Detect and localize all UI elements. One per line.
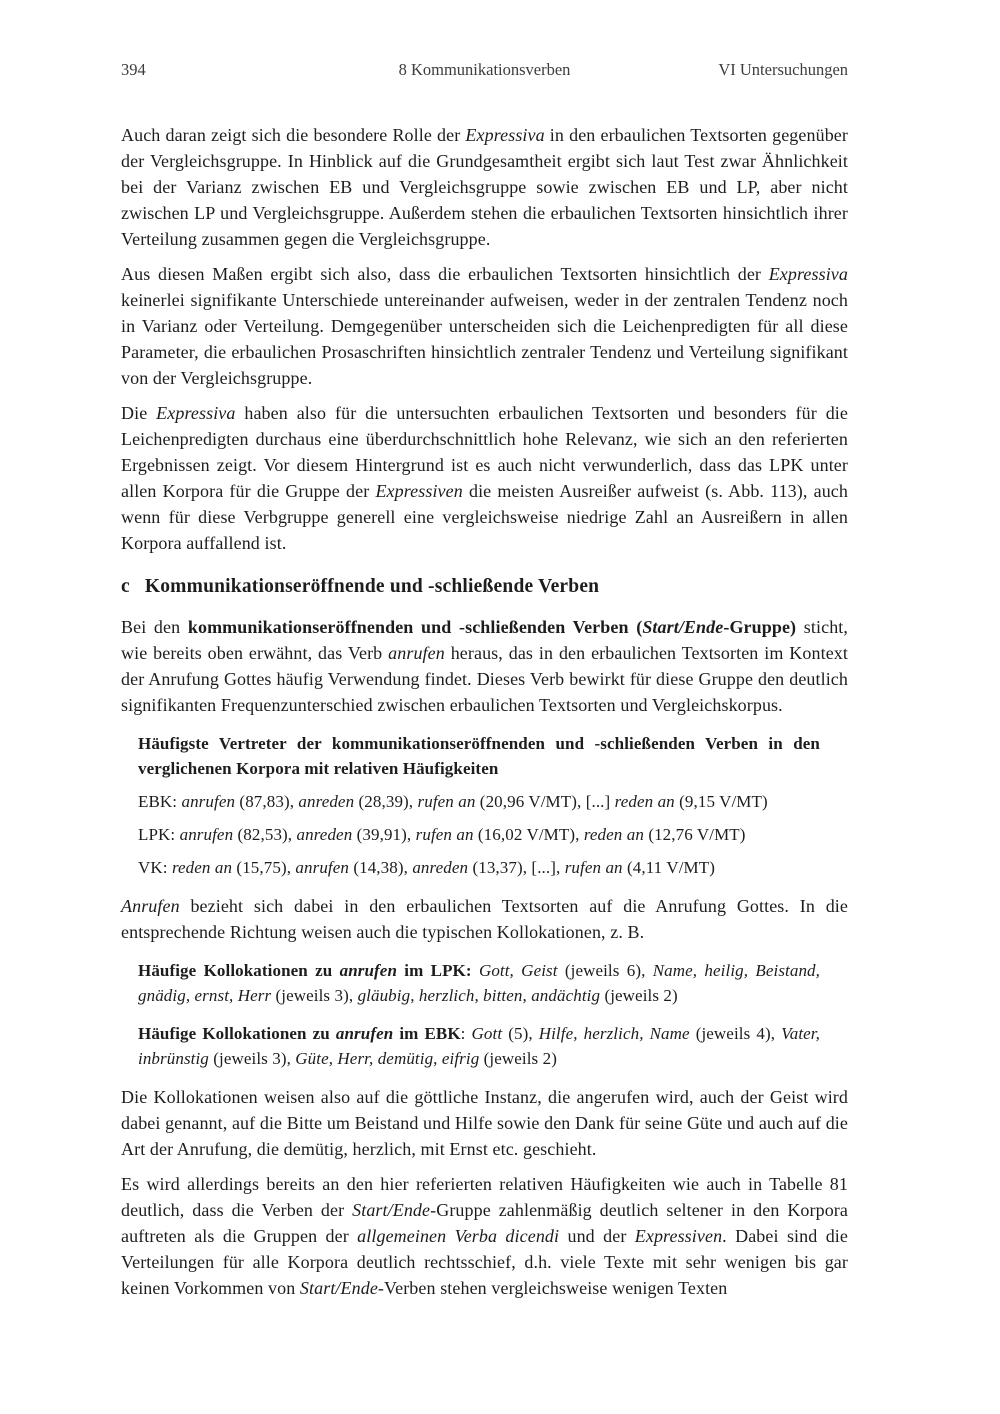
- text-run: VK:: [138, 858, 172, 877]
- section-heading: [121, 575, 848, 599]
- text-run: Güte, Herr, demütig, eifrig: [295, 1049, 480, 1068]
- text-run: Expressiva: [465, 125, 545, 145]
- text-run: Expressiva: [768, 264, 848, 284]
- text-run: anrufen: [388, 643, 445, 663]
- text-run: (82,53),: [233, 825, 297, 844]
- text-run: Die Kollokationen weisen also auf die göttliche Instanz, die angerufen wird, auch der Geist wird dabei genannt, auf die Bitte um Beistand und Hilfe sowie den Dank für seine Güte und auch auf die Art der Anrufung, die demütig, herzlich, mit Ernst etc. geschieht.: [121, 1087, 848, 1159]
- text-run: reden an: [614, 792, 675, 811]
- text-run: anrufen: [179, 825, 234, 844]
- text-run: . Dabei sind die Verteilungen für alle Korpora deutlich rechtsschief, d.h. viele Texte mit sehr wenigen bis gar keinen Vorkommen von: [121, 1226, 848, 1298]
- text-run: und der: [559, 1226, 635, 1246]
- text-run: EBK:: [138, 792, 182, 811]
- text-run: Anrufen: [121, 896, 180, 916]
- text-run: Start/Ende: [352, 1200, 431, 1220]
- paragraph-masse-ergebnis: [121, 261, 848, 391]
- text-run: Häufigste Vertreter der kommunikationseröffnenden und -schließenden Verben in den verglichenen Korpora mit relativen Häufigkeiten: [138, 734, 820, 778]
- text-run: Start/Ende: [299, 1278, 378, 1298]
- text-run: (14,38),: [349, 858, 413, 877]
- text-run: rufen an: [417, 792, 476, 811]
- text-run: -Gruppe zahlenmäßig deutlich seltener in den Korpora auftreten als die Gruppen der: [121, 1200, 848, 1246]
- example-entry-ebk: [138, 789, 820, 814]
- kollokationen-lpk-text: [138, 958, 820, 1008]
- text-run: (20,96 V/MT), [...]: [475, 792, 615, 811]
- running-part-title: VI Untersuchungen: [718, 60, 849, 79]
- text-run: anrufen: [335, 1024, 394, 1043]
- text-run: Häufige Kollokationen zu: [138, 1024, 336, 1043]
- text-run: (4,11 V/MT): [622, 858, 715, 877]
- text-run: Bei den: [121, 617, 188, 637]
- text-run: (jeweils 4),: [689, 1024, 782, 1043]
- text-run: Auch daran zeigt sich die besondere Rolle der: [121, 125, 466, 145]
- text-run: Hilfe, herzlich, Name: [538, 1024, 690, 1043]
- text-run: rufen an: [415, 825, 474, 844]
- paragraph-start-ende-gruppe: [121, 614, 848, 718]
- section-heading-label: c: [121, 576, 130, 597]
- text-run: anrufen: [295, 858, 349, 877]
- kollokationen-ebk-text: [138, 1021, 820, 1071]
- text-run: Expressiven: [634, 1226, 723, 1246]
- text-run: keinerlei signifikante Unterschiede untereinander aufweisen, weder in der zentralen Tendenz noch in Varianz oder Verteilung. Demgegenüber unterscheiden sich die Leichenpredigten für all diese Parameter, die erbaulichen Prosaschriften hinsichtlich zentraler Tendenz und Verteilung signifikant von der Vergleichsgruppe.: [121, 290, 848, 388]
- text-run: anrufen: [181, 792, 236, 811]
- text-run: bezieht sich dabei in den erbaulichen Textsorten auf die Anrufung Gottes. In die entsprechende Richtung weisen auch die typischen Kollokationen, z. B.: [121, 896, 848, 942]
- example-entry-lpk: [138, 822, 820, 847]
- text-run: LPK:: [138, 825, 180, 844]
- text-run: heraus, das in den erbaulichen Textsorten im Kontext der Anrufung Gottes häufig Verwendung findet. Dieses Verb bewirkt für diese Gruppe den deutlich signifikanten Frequenzunterschied zwischen erbaulichen Textsorten und Vergleichskorpus.: [121, 643, 848, 715]
- section-heading-title: Kommunikationseröffnende und -schließende Verben: [144, 576, 600, 597]
- text-run: Start/Ende: [642, 617, 724, 637]
- text-run: reden an: [171, 858, 233, 877]
- example-entry-vk: [138, 855, 820, 880]
- text-run: im LPK:: [397, 961, 472, 980]
- text-run: (16,02 V/MT),: [473, 825, 584, 844]
- text-run: Gott: [471, 1024, 503, 1043]
- text-run: (15,75),: [232, 858, 296, 877]
- text-run: -Verben stehen vergleichsweise wenigen Texten: [377, 1278, 728, 1298]
- text-run: allgemeinen Verba dicendi: [357, 1226, 560, 1246]
- page-body: [121, 122, 848, 1301]
- text-run: (39,91),: [352, 825, 416, 844]
- text-run: Expressiva: [156, 403, 236, 423]
- paragraph-relevanz-ausreisser: [121, 400, 848, 556]
- example-block-haeufigste-vertreter: [138, 731, 848, 880]
- text-run: Gott, Geist: [478, 961, 558, 980]
- text-run: anreden: [296, 825, 353, 844]
- running-header: [121, 60, 848, 80]
- text-run: anrufen: [339, 961, 397, 980]
- text-run: (87,83),: [235, 792, 299, 811]
- example-block-heading: [138, 731, 820, 781]
- text-run: (jeweils 2): [479, 1049, 557, 1068]
- text-run: (5),: [502, 1024, 539, 1043]
- text-run: (12,76 V/MT): [643, 825, 746, 844]
- text-run: gläubig, herzlich, bitten, andächtig: [357, 986, 601, 1005]
- text-run: (28,39),: [354, 792, 418, 811]
- text-run: Name, heilig, Beistand, gnädig, ernst, Herr: [138, 961, 821, 1005]
- paragraph-expressiva-rolle: [121, 122, 848, 252]
- text-run: kommunikationseröffnenden und -schließenden Verben (: [187, 617, 643, 637]
- running-chapter-title: 8 Kommunikationsverben: [398, 60, 571, 79]
- text-run: haben also für die untersuchten erbaulichen Textsorten und besonders für die Leichenpredigten durchaus eine überdurchschnittlich hohe Relevanz, wie sich an den referierten Ergebnissen zeigt. Vor diesem Hintergrund ist es auch nicht verwunderlich, dass das LPK unter allen Korpora für die Gruppe der: [121, 403, 848, 501]
- text-run: anreden: [298, 792, 355, 811]
- text-run: sticht, wie bereits oben erwähnt, das Verb: [121, 617, 848, 663]
- text-run: :: [460, 1024, 472, 1043]
- text-run: in den erbaulichen Textsorten gegenüber der Vergleichsgruppe. In Hinblick auf die Grundgesamtheit ergibt sich laut Test zwar Ähnlichkeit bei der Varianz zwischen EB und Vergleichsgruppe sowie zwischen EB und LP, aber nicht zwischen LP und Vergleichsgruppe. Außerdem stehen die erbaulichen Textsorten hinsichtlich ihrer Verteilung zusammen gegen die Vergleichsgruppe.: [121, 125, 848, 249]
- example-block-kollokationen-lpk: [138, 958, 848, 1008]
- text-run: die meisten Ausreißer aufweist (s. Abb. 113), auch wenn für diese Verbgruppe generell eine vergleichsweise niedrige Zahl an Ausreißern in allen Korpora auffallend ist.: [121, 481, 848, 553]
- text-run: (jeweils 2): [600, 986, 678, 1005]
- text-run: (13,37), [...],: [468, 858, 565, 877]
- page-number: 394: [121, 60, 146, 79]
- text-run: [472, 961, 479, 980]
- text-run: Aus diesen Maßen ergibt sich also, dass die erbaulichen Textsorten hinsichtlich der: [121, 264, 769, 284]
- text-run: (jeweils 3),: [208, 1049, 296, 1068]
- text-run: anreden: [412, 858, 469, 877]
- text-run: (9,15 V/MT): [674, 792, 768, 811]
- text-run: reden an: [583, 825, 644, 844]
- paragraph-tabelle-81: [121, 1171, 848, 1301]
- text-run: Vater, inbrünstig: [138, 1024, 820, 1068]
- text-run: im EBK: [393, 1024, 461, 1043]
- text-run: Häufige Kollokationen zu: [138, 961, 340, 980]
- text-run: Expressiven: [375, 481, 463, 501]
- paragraph-kollokationen-fazit: [121, 1084, 848, 1162]
- text-run: (jeweils 3),: [271, 986, 358, 1005]
- text-run: rufen an: [564, 858, 623, 877]
- text-run: -Gruppe): [723, 617, 797, 637]
- paragraph-anrufen-anrufung: [121, 893, 848, 945]
- text-run: (jeweils 6),: [557, 961, 653, 980]
- text-run: Es wird allerdings bereits an den hier referierten relativen Häufigkeiten wie auch in Tabelle 81 deutlich, dass die Verben der: [121, 1174, 848, 1220]
- example-block-kollokationen-ebk: [138, 1021, 848, 1071]
- text-run: Die: [121, 403, 157, 423]
